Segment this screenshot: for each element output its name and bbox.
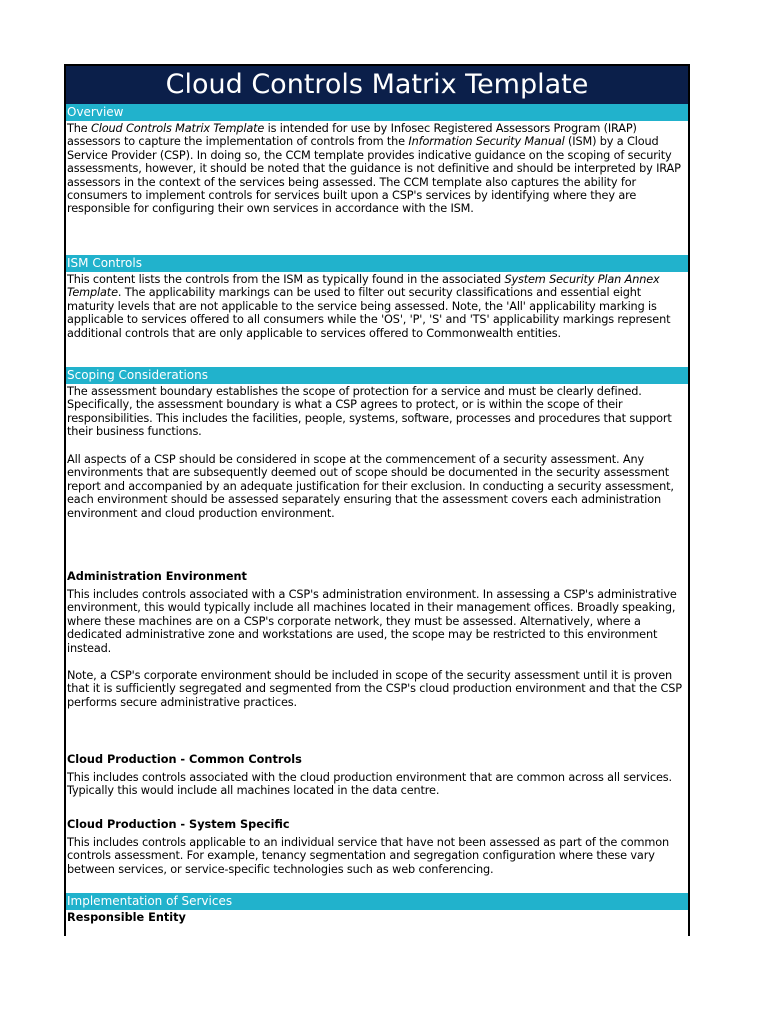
- responsible-entity-heading: Responsible Entity: [67, 911, 186, 924]
- ism-emphasis: System Security Plan Annex Template: [67, 273, 660, 300]
- spreadsheet-page: [64, 64, 690, 936]
- section-header-implementation: Implementation of Services: [66, 893, 688, 910]
- admin-environment-heading: Administration Environment: [67, 570, 247, 583]
- overview-text-3: (ISM) by a Cloud Service Provider (CSP). In doing so, the CCM template provides indicative guidance on the scoping of security assessments, however, it should be noted that the guidance is not definitive and should be interpreted by IRAP assessors in the context of the services being assessed. The CCM template also captures the ability for consumers to implement controls for services built upon a CSP's services by identifying where they are responsible for configuring their own services in accordance with the ISM.: [67, 135, 681, 216]
- section-header-ism-controls: ISM Controls: [66, 255, 688, 272]
- overview-text-2: is intended for use by Infosec Registered Assessors Program (IRAP) assessors to capture the implementation of controls from the: [67, 122, 637, 149]
- section-header-overview: Overview: [66, 104, 688, 121]
- ism-text-1: This content lists the controls from the ISM as typically found in the associated: [67, 273, 505, 286]
- common-controls-heading: Cloud Production - Common Controls: [67, 753, 302, 766]
- ism-text-2: . The applicability markings can be used to filter out security classifications and essential eight maturity levels that are not applicable to the service being assessed. Note, the 'All' applicability marking is applicable to services offered to all consumers while the 'OS', 'P', 'S' and 'TS' applicability markings represent additional controls that are only applicable to services offered to Commonwealth entities.: [67, 286, 671, 340]
- section-header-scoping: Scoping Considerations: [66, 367, 688, 384]
- overview-emphasis-2: Information Security Manual: [408, 135, 565, 149]
- overview-paragraph: [67, 122, 687, 216]
- admin-environment-paragraph-2: Note, a CSP's corporate environment should be included in scope of the security assessment until it is proven that it is sufficiently segregated and segmented from the CSP's cloud production environment and that the CSP performs secure administrative practices.: [67, 669, 682, 709]
- system-specific-paragraph: This includes controls applicable to an individual service that have not been assessed as part of the common controls assessment. For example, tenancy segmentation and segregation configuration where these vary between services, or service-specific technologies such as web conferencing.: [67, 836, 669, 876]
- common-controls-paragraph: This includes controls associated with the cloud production environment that are common across all services. Typically this would include all machines located in the data centre.: [67, 771, 672, 798]
- scoping-paragraph-2: All aspects of a CSP should be considered in scope at the commencement of a security assessment. Any environments that are subsequently deemed out of scope should be documented in the security assessment report and accompanied by an adequate justification for their exclusion. In conducting a security assessment, each environment should be assessed separately ensuring that the assessment covers each administration environment and cloud production environment.: [67, 453, 674, 520]
- overview-text-1: The: [67, 122, 92, 135]
- admin-environment-paragraph-1: This includes controls associated with a CSP's administration environment. In assessing a CSP's administrative environment, this would typically include all machines located in their management offices. Broadly speaking, where these machines are on a CSP's corporate network, they must be assessed. Alternatively, where a dedicated administrative zone and workstations are used, the scope may be restricted to this environment instead.: [67, 588, 677, 655]
- system-specific-heading: Cloud Production - System Specific: [67, 818, 290, 831]
- overview-emphasis-1: Cloud Controls Matrix Template: [91, 122, 265, 135]
- page-title: Cloud Controls Matrix Template: [66, 64, 688, 106]
- ism-paragraph: [67, 273, 687, 340]
- scoping-paragraph-1: The assessment boundary establishes the scope of protection for a service and must be clearly defined. Specifically, the assessment boundary is what a CSP agrees to protect, or is within the scope of their responsibilities. This includes the facilities, people, systems, software, processes and procedures that support their business functions.: [67, 385, 672, 439]
